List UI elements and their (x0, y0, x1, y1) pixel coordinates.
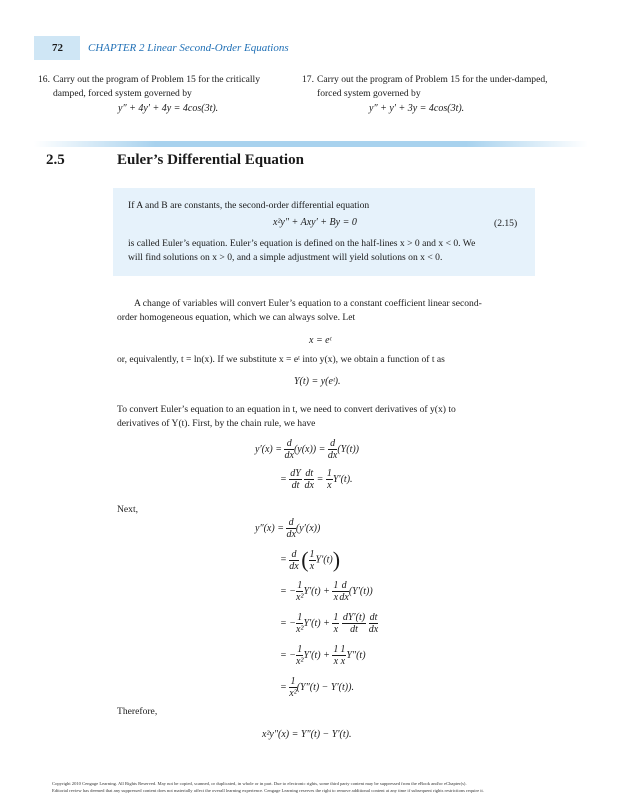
definition-line3: will find solutions on x > 0, and a simple adjustment will yield solutions on x < 0. (128, 252, 443, 263)
derivation2-line5 (280, 644, 366, 667)
d1l2-frac-dY-dt (289, 468, 302, 491)
section-rule (34, 141, 588, 147)
d1-frac-d-dx (284, 438, 293, 461)
definition-line1: If A and B are constants, the second-order differential equation (128, 200, 370, 211)
d2l3-num1: 1 (297, 580, 303, 591)
paragraph-1-line1: A change of variables will convert Euler’s equation to a constant coefficient linear second- (134, 298, 482, 309)
d2l6-eq: = (280, 681, 290, 693)
d2l5-minus: = − (280, 649, 296, 661)
d2l2-num: d (289, 549, 298, 561)
d1l2-frac-dt-dx (304, 468, 314, 491)
d1-frac-d-dx-2 (328, 438, 337, 461)
d2l4-num3: dY′(t) (342, 612, 366, 623)
derivation2-line1 (255, 517, 320, 540)
derivation1-line1 (255, 438, 359, 461)
problem-16-number: 16. (38, 74, 50, 85)
d2l4-den1: x² (296, 624, 304, 635)
right-paren: ) (332, 547, 341, 572)
d2l1-lhs: y″(x) = (255, 522, 287, 534)
d2l6-frac-1-x2 (289, 676, 296, 699)
section-title: Euler’s Differential Equation (117, 152, 304, 168)
d1l2-eq: = (280, 473, 290, 485)
equation-x-et: x = eᵗ (309, 335, 332, 346)
d2l2-frac-1-x (309, 549, 316, 572)
d2l2-inner: Y′(t) (315, 554, 333, 566)
problem-17-number: 17. (302, 74, 314, 85)
next-label: Next, (117, 504, 139, 515)
d2l2-den: dx (289, 560, 299, 572)
d2l5-end: Y″(t) (346, 649, 366, 661)
d1l2-den1: dt (291, 480, 300, 491)
d2l5-den2: x (333, 656, 339, 667)
d2l4-num2: 1 (333, 612, 339, 623)
d1l2-den2: dx (304, 480, 314, 491)
d2l6-den1: x² (289, 688, 297, 699)
d2l3-num2: 1 (333, 580, 339, 591)
d1-end: (Y(t)) (337, 443, 360, 455)
d2l4-frac-1-x (332, 612, 339, 635)
d2l4-den2: x (333, 624, 339, 635)
d2l5-num3: 1 (340, 644, 346, 655)
d2l3-den3: dx (339, 592, 349, 603)
equation-number: (2.15) (494, 218, 518, 229)
problem-16-text: Carry out the program of Problem 15 for the critically damped, forced system governed by (53, 74, 261, 99)
d2l2-den2: x (309, 560, 315, 572)
problem-16-equation: y″ + 4y′ + 4y = 4cos(3t). (118, 103, 219, 114)
page-number: 72 (52, 42, 63, 54)
d2l3-mid: Y′(t) + (303, 585, 333, 597)
d2l4-frac-dt-dx (369, 612, 379, 635)
d2l3-den1: x² (296, 592, 304, 603)
d2l4-num4: dt (369, 612, 378, 623)
section-number: 2.5 (46, 152, 65, 168)
d2l2-frac-d-dx (289, 549, 298, 572)
therefore-label: Therefore, (117, 706, 158, 717)
paragraph-3-line1: To convert Euler’s equation to an equation in t, we need to convert derivatives of y(x) to (117, 404, 456, 415)
d2l5-den3: x (340, 656, 346, 667)
d2l3-frac-d-dx (339, 580, 348, 603)
d2l4-minus: = − (280, 617, 296, 629)
final-equation: x²y″(x) = Y″(t) − Y′(t). (262, 729, 352, 740)
d1l2-den3: x (327, 480, 332, 491)
d2l2-eq: = (280, 554, 290, 566)
d2l4-frac-dYp-dt (342, 612, 366, 635)
derivation2-line6 (280, 676, 354, 699)
d2l5-den1: x² (296, 656, 304, 667)
d2l4-den4: dx (368, 624, 379, 635)
d1l2-num3: 1 (326, 468, 332, 479)
d1-lhs: y′(x) = (255, 443, 285, 455)
d2l1-num: d (286, 517, 295, 529)
d2l1-frac (286, 517, 295, 540)
d1-frac-den: dx (284, 450, 294, 461)
d2l4-num1: 1 (297, 612, 303, 623)
chapter-header: CHAPTER 2 Linear Second-Order Equations (88, 42, 289, 54)
paragraph-2: or, equivalently, t = ln(x). If we substitute x = eᵗ into y(x), we obtain a function of t as (117, 354, 445, 365)
problem-17-text: Carry out the program of Problem 15 for the under-damped, forced system governed by (317, 74, 548, 99)
derivation1-line2: = $\frac{dY}{dt}$ $\frac{dt}{dx}$ = $\frac{1}{x}$ Y′(t). (280, 468, 353, 491)
d2l5-num2: 1 (333, 644, 339, 655)
equation-Yt: Y(t) = y(eᵗ). (294, 376, 341, 387)
paragraph-3-line2: derivatives of Y(t). First, by the chain rule, we have (117, 418, 316, 429)
derivation2-line4 (280, 612, 378, 635)
d2l1-den: dx (286, 529, 296, 540)
d2l4-mid: Y′(t) + (303, 617, 333, 629)
d2l5-num1: 1 (297, 644, 303, 655)
d2l2-num2: 1 (309, 548, 315, 560)
d2l6-end: (Y″(t) − Y′(t)). (296, 681, 354, 693)
euler-equation: x²y″ + Axy′ + By = 0 (273, 217, 357, 228)
d1l2-frac-1-x (326, 468, 333, 491)
d2l3-end: (Y′(t)) (348, 585, 373, 597)
footer-copyright-line2: Editorial review has deemed that any suppressed content does not materially affect the overall learning experience. Cengage Learning reserves the right to remove additional content at any time if subsequent rights restrictions require it. (52, 788, 484, 793)
d2l4-den3: dt (350, 624, 358, 635)
d2l3-num3: d (339, 580, 348, 592)
d2l6-num1: 1 (290, 676, 296, 687)
definition-line2: is called Euler’s equation. Euler’s equation is defined on the half-lines x > 0 and x < 0. We (128, 238, 476, 249)
d2l5-frac-1-x-a (332, 644, 339, 667)
d1l2-end: Y′(t). (332, 473, 353, 485)
d2l3-frac-1-x (332, 580, 339, 603)
derivation2-line3 (280, 580, 373, 603)
d1-frac2-den: dx (327, 450, 338, 461)
d2l3-minus: = − (280, 585, 296, 597)
left-paren: ( (301, 547, 309, 572)
d2l1-end: (y′(x)) (295, 522, 321, 534)
problem-17-equation: y″ + y′ + 3y = 4cos(3t). (369, 103, 465, 114)
d2l5-mid: Y′(t) + (303, 649, 333, 661)
derivation2-line2 (280, 547, 340, 573)
d1l2-num2: dt (305, 468, 314, 479)
footer-copyright-line1: Copyright 2010 Cengage Learning. All Rights Reserved. May not be copied, scanned, or duplicated, in whole or in part. Due to electronic rights, some third party content may be suppressed from the eBook and/or eChapter(s). (52, 781, 467, 786)
paragraph-1-line2: order homogeneous equation, which we can always solve. Let (117, 312, 356, 323)
d1-mid: (y(x)) = (293, 443, 328, 455)
d1-frac-num: d (284, 438, 293, 450)
d2l3-den2: x (333, 592, 339, 603)
d1l2-num1: dY (290, 468, 301, 479)
d1-frac2-num: d (328, 438, 337, 450)
